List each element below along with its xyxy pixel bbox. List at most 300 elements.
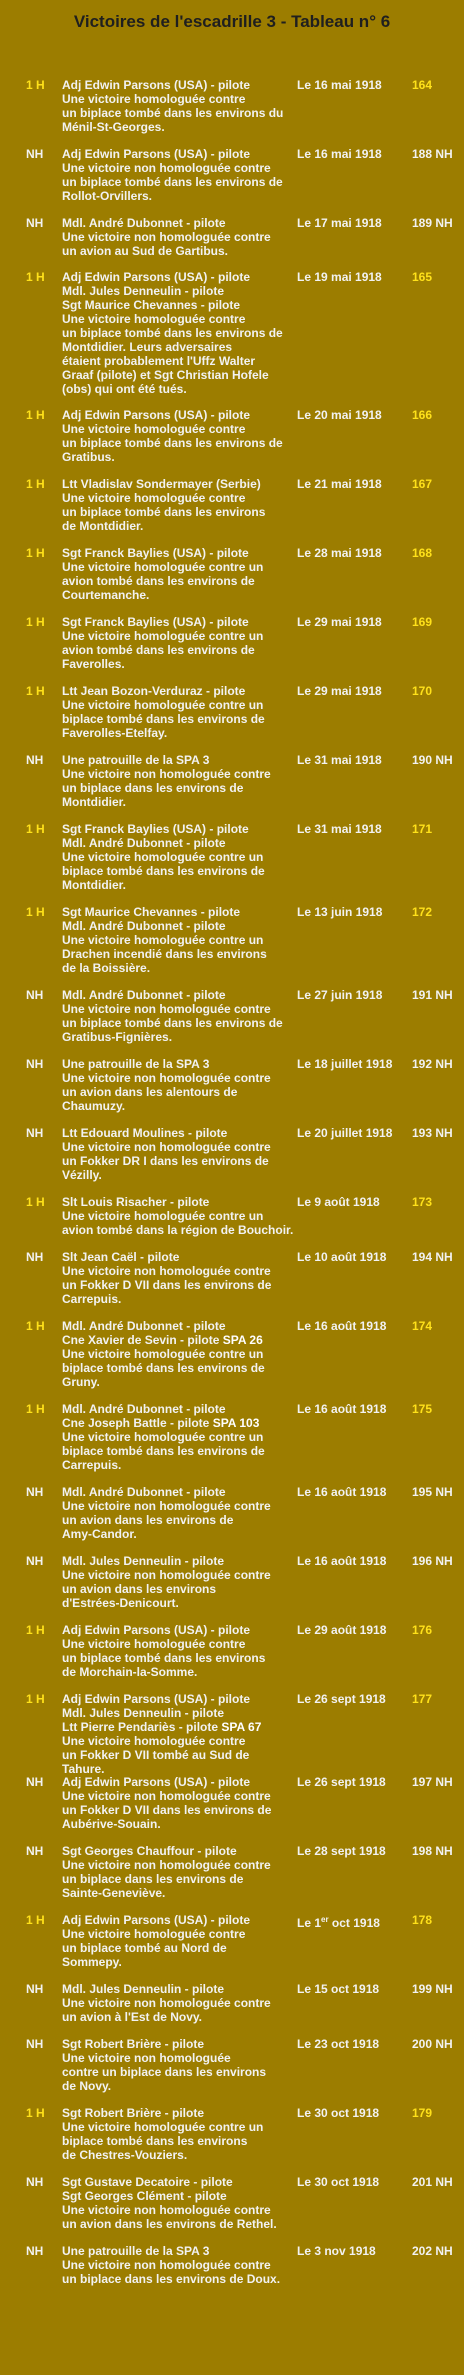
description-text: Ltt Vladislav Sondermayer (Serbie) bbox=[62, 477, 261, 491]
description-text: Mdl. André Dubonnet - pilote bbox=[62, 1485, 226, 1499]
description-text: Une victoire non homologuée contre bbox=[62, 1264, 271, 1278]
description-text: Une victoire homologuée contre bbox=[62, 422, 246, 436]
description-text: un Fokker DR I dans les environs de bbox=[62, 1154, 269, 1168]
description-line bbox=[62, 822, 294, 836]
description-line bbox=[62, 270, 294, 284]
victory-code: NH bbox=[26, 1844, 44, 1858]
victory-date: Le 23 oct 1918 bbox=[297, 2037, 380, 2051]
description-text: Gratibus. bbox=[62, 450, 115, 464]
description-text: Une patrouille de la SPA 3 bbox=[62, 2244, 210, 2258]
description-text: Adj Edwin Parsons (USA) - pilote bbox=[62, 1623, 251, 1637]
description-text: Adj Edwin Parsons (USA) - pilote bbox=[62, 1913, 251, 1927]
description-text: un biplace tombé dans les environs de bbox=[62, 175, 283, 189]
description-text: Sgt Franck Baylies (USA) - pilote bbox=[62, 822, 249, 836]
description-text: Une victoire non homologuée contre bbox=[62, 2203, 271, 2217]
description-text: Cne Xavier de Sevin - pilote bbox=[62, 1333, 223, 1347]
description-line bbox=[62, 161, 294, 175]
victory-date: Le 30 oct 1918 bbox=[297, 2175, 380, 2189]
description-text: de Chestres-Vouziers. bbox=[62, 2148, 188, 2162]
description-line bbox=[62, 1209, 294, 1223]
description-text: Adj Edwin Parsons (USA) - pilote bbox=[62, 408, 251, 422]
description-text: Rollot-Orvillers. bbox=[62, 189, 153, 203]
description-line bbox=[62, 2079, 294, 2093]
description-line bbox=[62, 2217, 294, 2231]
description-line bbox=[62, 2189, 294, 2203]
description-text: Une patrouille de la SPA 3 bbox=[62, 753, 210, 767]
victory-code: NH bbox=[26, 2175, 44, 2189]
description-line bbox=[62, 1582, 294, 1596]
description-text: Montdidier. bbox=[62, 878, 126, 892]
description-line bbox=[62, 574, 294, 588]
description-text: avion tombé dans les environs de bbox=[62, 643, 255, 657]
description-text: Mdl. André Dubonnet - pilote bbox=[62, 988, 226, 1002]
victory-description bbox=[62, 147, 294, 203]
description-line bbox=[62, 1748, 294, 1762]
description-text: Une victoire homologuée contre un bbox=[62, 1347, 264, 1361]
description-text: un Fokker D VII tombé au Sud de bbox=[62, 1748, 250, 1762]
description-line bbox=[62, 1568, 294, 1582]
description-line bbox=[62, 1264, 294, 1278]
description-text: Sgt Robert Brière - pilote bbox=[62, 2106, 205, 2120]
description-line bbox=[62, 382, 294, 396]
description-line bbox=[62, 244, 294, 258]
description-line bbox=[62, 657, 294, 671]
victory-number: 175 bbox=[412, 1402, 433, 1416]
description-text: un avion dans les environs bbox=[62, 1582, 217, 1596]
description-line bbox=[62, 961, 294, 975]
victory-code: NH bbox=[26, 2244, 44, 2258]
description-line bbox=[62, 878, 294, 892]
description-line bbox=[62, 1333, 294, 1347]
victory-description bbox=[62, 1623, 294, 1679]
victory-date: Le 29 mai 1918 bbox=[297, 615, 382, 629]
description-text: Ltt Jean Bozon-Verduraz - pilote bbox=[62, 684, 246, 698]
squadron-tag: SPA 26 bbox=[222, 1333, 263, 1347]
victory-description bbox=[62, 2175, 294, 2231]
description-line bbox=[62, 1955, 294, 1969]
description-line bbox=[62, 2037, 294, 2051]
victory-number: 195 NH bbox=[412, 1485, 453, 1499]
victory-number: 189 NH bbox=[412, 216, 453, 230]
description-line bbox=[62, 1886, 294, 1900]
description-line bbox=[62, 1402, 294, 1416]
description-text: Une victoire homologuée contre un bbox=[62, 698, 264, 712]
victory-date: Le 28 sept 1918 bbox=[297, 1844, 386, 1858]
description-line bbox=[62, 1030, 294, 1044]
description-text: Aubérive-Souain. bbox=[62, 1817, 161, 1831]
description-line bbox=[62, 1775, 294, 1789]
description-line bbox=[62, 189, 294, 203]
description-line bbox=[62, 1844, 294, 1858]
description-text: Tahure. bbox=[62, 1762, 105, 1776]
victory-number: 168 bbox=[412, 546, 433, 560]
description-text: Une victoire non homologuée contre bbox=[62, 1140, 271, 1154]
description-line bbox=[62, 2065, 294, 2079]
victory-code: NH bbox=[26, 1982, 44, 1996]
description-line bbox=[62, 477, 294, 491]
victory-description bbox=[62, 78, 294, 134]
description-text: Une victoire non homologuée contre bbox=[62, 1789, 271, 1803]
description-text: un biplace tombé dans les environs de bbox=[62, 1016, 283, 1030]
description-text: Mdl. André Dubonnet - pilote bbox=[62, 836, 226, 850]
victory-date: Le 21 mai 1918 bbox=[297, 477, 382, 491]
victory-description bbox=[62, 1250, 294, 1306]
description-text: un biplace dans les environs de bbox=[62, 781, 244, 795]
description-text: Graaf (pilote) et Sgt Christian Hofele bbox=[62, 368, 269, 382]
victory-code: NH bbox=[26, 216, 44, 230]
victory-number: 169 bbox=[412, 615, 433, 629]
description-line bbox=[62, 1499, 294, 1513]
victory-number: 173 bbox=[412, 1195, 433, 1209]
description-text: un biplace tombé au Nord de bbox=[62, 1941, 227, 1955]
description-text: un avion au Sud de Gartibus. bbox=[62, 244, 229, 258]
description-line bbox=[62, 767, 294, 781]
description-line bbox=[62, 1016, 294, 1030]
description-line bbox=[62, 1513, 294, 1527]
description-line bbox=[62, 450, 294, 464]
description-line bbox=[62, 1665, 294, 1679]
victory-number: 170 bbox=[412, 684, 433, 698]
description-line bbox=[62, 1250, 294, 1264]
description-line bbox=[62, 684, 294, 698]
victory-description bbox=[62, 1195, 294, 1237]
victory-date: Le 30 oct 1918 bbox=[297, 2106, 380, 2120]
description-line bbox=[62, 836, 294, 850]
victory-description bbox=[62, 753, 294, 809]
description-text: un biplace tombé dans les environs du bbox=[62, 106, 284, 120]
description-line bbox=[62, 2272, 294, 2286]
description-line bbox=[62, 588, 294, 602]
description-text: Drachen incendié dans les environs bbox=[62, 947, 267, 961]
victory-number: 192 NH bbox=[412, 1057, 453, 1071]
description-line bbox=[62, 1485, 294, 1499]
description-line bbox=[62, 1319, 294, 1333]
victory-date: Le 29 août 1918 bbox=[297, 1623, 387, 1637]
description-line bbox=[62, 919, 294, 933]
victory-description bbox=[62, 1554, 294, 1610]
description-text: Une victoire non homologuée contre bbox=[62, 1858, 271, 1872]
description-text: biplace tombé dans les environs de bbox=[62, 1361, 265, 1375]
victory-description bbox=[62, 408, 294, 464]
description-text: Une victoire homologuée contre bbox=[62, 1637, 246, 1651]
description-line bbox=[62, 1195, 294, 1209]
victory-number: 171 bbox=[412, 822, 433, 836]
victory-description bbox=[62, 270, 294, 396]
description-line bbox=[62, 1789, 294, 1803]
description-line bbox=[62, 1872, 294, 1886]
description-line bbox=[62, 1099, 294, 1113]
victory-number: 167 bbox=[412, 477, 433, 491]
description-line bbox=[62, 1762, 294, 1776]
description-text: biplace tombé dans les environs bbox=[62, 2134, 248, 2148]
victory-code: NH bbox=[26, 1485, 44, 1499]
description-line bbox=[62, 2010, 294, 2024]
victory-date: Le 1er oct 1918 bbox=[297, 1915, 380, 1930]
description-line bbox=[62, 1720, 294, 1734]
description-text: Mdl. André Dubonnet - pilote bbox=[62, 1319, 226, 1333]
description-line bbox=[62, 408, 294, 422]
description-text: Une victoire non homologuée contre bbox=[62, 2258, 271, 2272]
description-text: Mdl. André Dubonnet - pilote bbox=[62, 919, 226, 933]
description-line bbox=[62, 2258, 294, 2272]
description-text: un biplace dans les environs de Doux. bbox=[62, 2272, 281, 2286]
description-text: Adj Edwin Parsons (USA) - pilote bbox=[62, 1692, 251, 1706]
description-text: Carrepuis. bbox=[62, 1292, 122, 1306]
victory-description bbox=[62, 546, 294, 602]
description-text: Une victoire non homologuée contre bbox=[62, 1996, 271, 2010]
description-line bbox=[62, 491, 294, 505]
description-line bbox=[62, 1292, 294, 1306]
description-text: Une victoire homologuée contre bbox=[62, 491, 246, 505]
victory-code: NH bbox=[26, 1554, 44, 1568]
victory-code: 1 H bbox=[26, 1623, 45, 1637]
victory-description bbox=[62, 684, 294, 740]
victory-date: Le 31 mai 1918 bbox=[297, 753, 382, 767]
description-text: Une victoire homologuée contre un bbox=[62, 850, 264, 864]
victory-code: NH bbox=[26, 2037, 44, 2051]
description-text: Une victoire homologuée contre un bbox=[62, 629, 264, 643]
description-line bbox=[62, 2106, 294, 2120]
description-line bbox=[62, 864, 294, 878]
victory-code: NH bbox=[26, 1250, 44, 1264]
victory-description bbox=[62, 1057, 294, 1113]
description-line bbox=[62, 546, 294, 560]
victory-number: 197 NH bbox=[412, 1775, 453, 1789]
description-text: contre un biplace dans les environs bbox=[62, 2065, 267, 2079]
victory-code: NH bbox=[26, 753, 44, 767]
description-text: Sgt Maurice Chevannes - pilote bbox=[62, 905, 241, 919]
description-text: Ltt Edouard Moulines - pilote bbox=[62, 1126, 228, 1140]
victory-description bbox=[62, 1126, 294, 1182]
victory-description bbox=[62, 216, 294, 258]
description-line bbox=[62, 1706, 294, 1720]
description-text: Cne Joseph Battle - pilote bbox=[62, 1416, 213, 1430]
description-text: Mdl. André Dubonnet - pilote bbox=[62, 1402, 226, 1416]
description-text: un biplace tombé dans les environs de bbox=[62, 436, 283, 450]
description-text: Une victoire non homologuée contre bbox=[62, 1071, 271, 1085]
victory-number: 166 bbox=[412, 408, 433, 422]
victory-number: 178 bbox=[412, 1913, 433, 1927]
description-line bbox=[62, 312, 294, 326]
victory-code: NH bbox=[26, 147, 44, 161]
victory-date: Le 3 nov 1918 bbox=[297, 2244, 376, 2258]
victory-description bbox=[62, 1982, 294, 2024]
victory-date: Le 27 juin 1918 bbox=[297, 988, 383, 1002]
description-line bbox=[62, 1927, 294, 1941]
victory-date: Le 17 mai 1918 bbox=[297, 216, 382, 230]
description-text: Vézilly. bbox=[62, 1168, 102, 1182]
description-line bbox=[62, 712, 294, 726]
victory-number: 198 NH bbox=[412, 1844, 453, 1858]
description-text: un Fokker D VII dans les environs de bbox=[62, 1803, 272, 1817]
victory-date: Le 16 mai 1918 bbox=[297, 147, 382, 161]
description-line bbox=[62, 1057, 294, 1071]
description-line bbox=[62, 1858, 294, 1872]
description-line bbox=[62, 1623, 294, 1637]
description-text: (obs) qui ont été tués. bbox=[62, 382, 187, 396]
victory-date: Le 16 août 1918 bbox=[297, 1402, 387, 1416]
description-text: Une victoire non homologuée contre bbox=[62, 1568, 271, 1582]
description-line bbox=[62, 2175, 294, 2189]
description-text: Amy-Candor. bbox=[62, 1527, 137, 1541]
description-line bbox=[62, 505, 294, 519]
victory-date: Le 16 août 1918 bbox=[297, 1485, 387, 1499]
description-text: Gruny. bbox=[62, 1375, 100, 1389]
description-line bbox=[62, 2051, 294, 2065]
victory-code: 1 H bbox=[26, 1692, 45, 1706]
victory-date: Le 31 mai 1918 bbox=[297, 822, 382, 836]
victory-number: 199 NH bbox=[412, 1982, 453, 1996]
victory-description bbox=[62, 1402, 294, 1472]
victory-date: Le 13 juin 1918 bbox=[297, 905, 383, 919]
description-line bbox=[62, 1223, 294, 1237]
description-line bbox=[62, 1126, 294, 1140]
description-text: Montdidier. Leurs adversaires bbox=[62, 340, 233, 354]
victory-number: 202 NH bbox=[412, 2244, 453, 2258]
description-text: Faverolles. bbox=[62, 657, 125, 671]
victory-code: NH bbox=[26, 1057, 44, 1071]
victory-date: Le 18 juillet 1918 bbox=[297, 1057, 393, 1071]
description-line bbox=[62, 1416, 294, 1430]
description-text: Sgt Georges Chauffour - pilote bbox=[62, 1844, 237, 1858]
description-text: Sainte-Geneviève. bbox=[62, 1886, 166, 1900]
description-line bbox=[62, 519, 294, 533]
description-text: Une victoire non homologuée contre bbox=[62, 1002, 271, 1016]
description-line bbox=[62, 629, 294, 643]
description-text: un biplace dans les environs de bbox=[62, 1872, 244, 1886]
description-text: avion tombé dans la région de Bouchoir. bbox=[62, 1223, 294, 1237]
description-text: Mdl. Jules Denneulin - pilote bbox=[62, 1554, 225, 1568]
victory-date: Le 9 août 1918 bbox=[297, 1195, 380, 1209]
victory-description bbox=[62, 2106, 294, 2162]
victory-date: Le 20 juillet 1918 bbox=[297, 1126, 393, 1140]
description-line bbox=[62, 120, 294, 134]
victory-code: 1 H bbox=[26, 546, 45, 560]
description-text: avion tombé dans les environs de bbox=[62, 574, 255, 588]
description-line bbox=[62, 230, 294, 244]
description-text: Une victoire homologuée contre bbox=[62, 1927, 246, 1941]
victory-number: 188 NH bbox=[412, 147, 453, 161]
description-text: Une victoire homologuée contre un bbox=[62, 1209, 264, 1223]
victory-number: 172 bbox=[412, 905, 433, 919]
description-text: un avion dans les alentours de bbox=[62, 1085, 238, 1099]
victory-code: 1 H bbox=[26, 905, 45, 919]
victory-code: 1 H bbox=[26, 2106, 45, 2120]
description-line bbox=[62, 2120, 294, 2134]
description-line bbox=[62, 1154, 294, 1168]
victory-description bbox=[62, 822, 294, 892]
victory-date: Le 20 mai 1918 bbox=[297, 408, 382, 422]
description-text: Adj Edwin Parsons (USA) - pilote bbox=[62, 270, 251, 284]
description-text: Slt Louis Risacher - pilote bbox=[62, 1195, 210, 1209]
description-line bbox=[62, 1803, 294, 1817]
description-text: un avion dans les environs de Rethel. bbox=[62, 2217, 277, 2231]
description-text: Gratibus-Fignières. bbox=[62, 1030, 173, 1044]
description-text: Une victoire homologuée contre un bbox=[62, 560, 264, 574]
victory-description bbox=[62, 2037, 294, 2093]
victory-date: Le 16 août 1918 bbox=[297, 1319, 387, 1333]
victory-description bbox=[62, 905, 294, 975]
victory-number: 176 bbox=[412, 1623, 433, 1637]
description-text: Sgt Gustave Decatoire - pilote bbox=[62, 2175, 233, 2189]
description-text: Carrepuis. bbox=[62, 1458, 122, 1472]
description-line bbox=[62, 2134, 294, 2148]
description-text: Montdidier. bbox=[62, 795, 126, 809]
description-line bbox=[62, 1375, 294, 1389]
victory-description bbox=[62, 1844, 294, 1900]
description-line bbox=[62, 436, 294, 450]
description-text: Sommepy. bbox=[62, 1955, 122, 1969]
description-line bbox=[62, 92, 294, 106]
description-text: biplace tombé dans les environs de bbox=[62, 864, 265, 878]
victory-description bbox=[62, 1485, 294, 1541]
description-line bbox=[62, 298, 294, 312]
victory-number: 191 NH bbox=[412, 988, 453, 1002]
description-line bbox=[62, 78, 294, 92]
victory-code: 1 H bbox=[26, 78, 45, 92]
description-text: Une victoire homologuée contre bbox=[62, 1734, 246, 1748]
description-text: étaient probablement l'Uffz Walter bbox=[62, 354, 256, 368]
description-line bbox=[62, 1168, 294, 1182]
squadron-tag: SPA 67 bbox=[221, 1720, 262, 1734]
victory-date: Le 26 sept 1918 bbox=[297, 1692, 386, 1706]
description-text: Courtemanche. bbox=[62, 588, 150, 602]
victory-code: 1 H bbox=[26, 1319, 45, 1333]
description-line bbox=[62, 354, 294, 368]
squadron-tag: SPA 103 bbox=[212, 1416, 260, 1430]
description-text: Faverolles-Etelfay. bbox=[62, 726, 168, 740]
description-line bbox=[62, 1651, 294, 1665]
victory-description bbox=[62, 1692, 294, 1776]
victory-description bbox=[62, 1319, 294, 1389]
description-line bbox=[62, 1596, 294, 1610]
description-line bbox=[62, 326, 294, 340]
description-text: Sgt Maurice Chevannes - pilote bbox=[62, 298, 241, 312]
victory-code: 1 H bbox=[26, 477, 45, 491]
victory-description bbox=[62, 477, 294, 533]
description-line bbox=[62, 106, 294, 120]
description-text: biplace tombé dans les environs de bbox=[62, 1444, 265, 1458]
description-line bbox=[62, 1361, 294, 1375]
description-line bbox=[62, 147, 294, 161]
victory-number: 190 NH bbox=[412, 753, 453, 767]
description-text: un avion dans les environs de bbox=[62, 1513, 234, 1527]
victory-code: 1 H bbox=[26, 684, 45, 698]
victory-date: Le 19 mai 1918 bbox=[297, 270, 382, 284]
description-text: un biplace tombé dans les environs de bbox=[62, 326, 283, 340]
victory-code: 1 H bbox=[26, 822, 45, 836]
description-line bbox=[62, 1941, 294, 1955]
description-text: de Montdidier. bbox=[62, 519, 144, 533]
description-line bbox=[62, 698, 294, 712]
description-text: Ménil-St-Georges. bbox=[62, 120, 165, 134]
description-line bbox=[62, 2203, 294, 2217]
description-line bbox=[62, 560, 294, 574]
description-text: de la Boissière. bbox=[62, 961, 151, 975]
victory-date: Le 26 sept 1918 bbox=[297, 1775, 386, 1789]
victory-code: NH bbox=[26, 1775, 44, 1789]
description-line bbox=[62, 643, 294, 657]
description-line bbox=[62, 726, 294, 740]
page-title: Victoires de l'escadrille 3 - Tableau n° 6 bbox=[73, 12, 391, 31]
victory-description bbox=[62, 2244, 294, 2286]
description-text: un Fokker D VII dans les environs de bbox=[62, 1278, 272, 1292]
victory-code: NH bbox=[26, 1126, 44, 1140]
description-text: Sgt Georges Clément - pilote bbox=[62, 2189, 227, 2203]
victory-date: Le 10 août 1918 bbox=[297, 1250, 387, 1264]
victory-description bbox=[62, 1913, 294, 1969]
victory-code: 1 H bbox=[26, 408, 45, 422]
